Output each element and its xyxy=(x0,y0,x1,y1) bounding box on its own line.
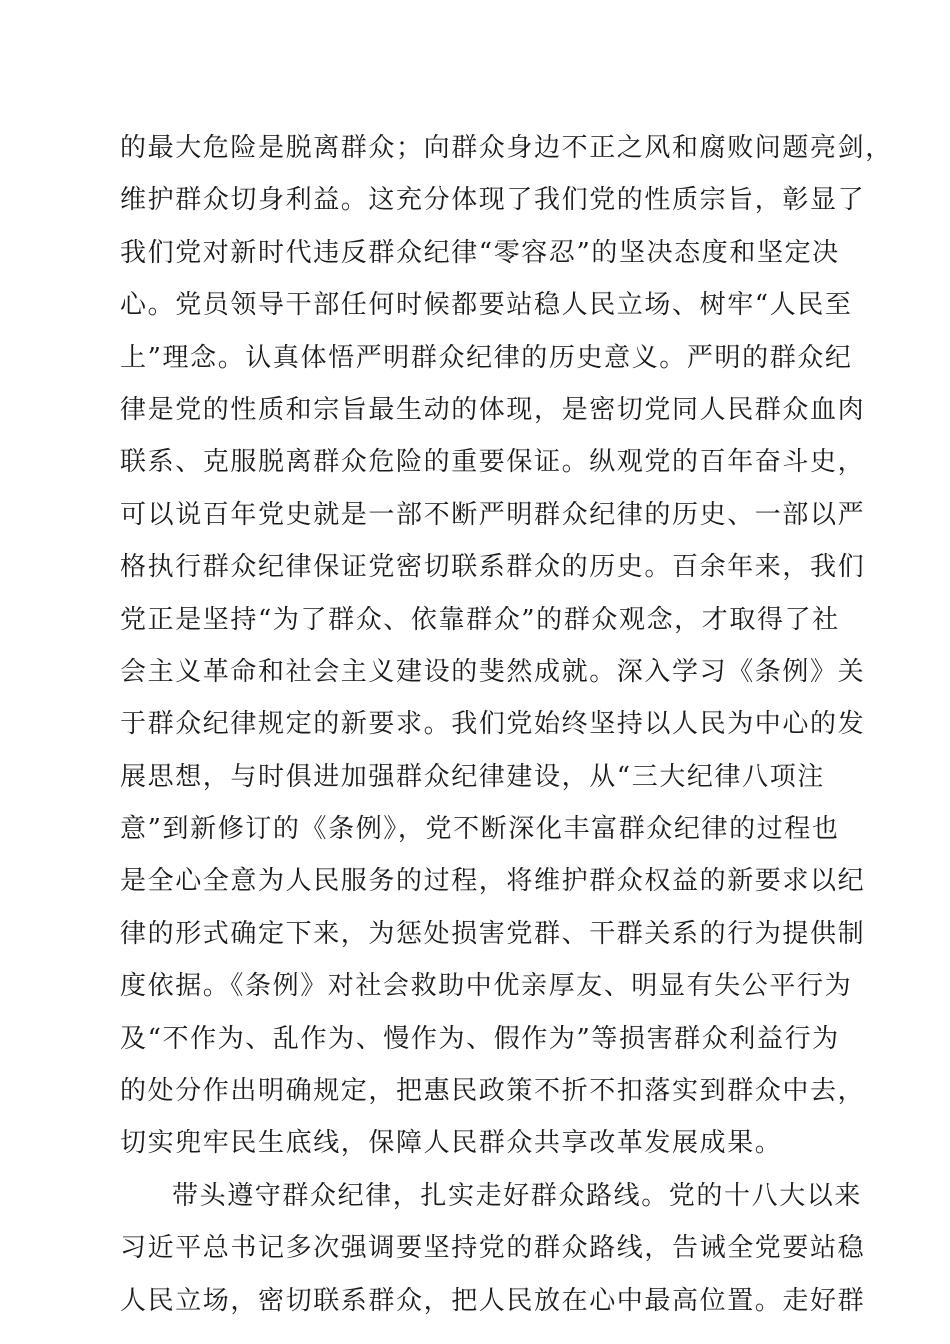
text-line: 格执行群众纪律保证党密切联系群众的历史。百余年来，我们 xyxy=(120,552,866,583)
text-line: 维护群众切身利益。这充分体现了我们党的性质宗旨，彰显了 xyxy=(120,185,866,216)
text-line: 会主义革命和社会主义建设的斐然成就。深入学习《条例》关 xyxy=(120,656,866,687)
body-text xyxy=(120,122,893,1327)
text-line: 律是党的性质和宗旨最生动的体现，是密切党同人民群众血肉 xyxy=(120,394,866,425)
text-line: 于群众纪律规定的新要求。我们党始终坚持以人民为中心的发 xyxy=(120,709,866,740)
text-line: 带头遵守群众纪律，扎实走好群众路线。党的十八大以来 xyxy=(172,1180,863,1211)
text-line: 及“不作为、乱作为、慢作为、假作为”等损害群众利益行为 xyxy=(120,1023,840,1054)
text-line: 习近平总书记多次强调要坚持党的群众路线，告诫全党要站稳 xyxy=(120,1233,866,1264)
text-line: 切实兜牢民生底线，保障人民群众共享改革发展成果。 xyxy=(120,1128,783,1159)
text-line: 意”到新修订的《条例》，党不断深化丰富群众纪律的过程也 xyxy=(120,814,840,845)
text-line: 的处分作出明确规定，把惠民政策不折不扣落实到群众中去， xyxy=(120,1076,866,1107)
paragraph-1 xyxy=(120,122,893,1170)
text-line: 党正是坚持“为了群众、依靠群众”的群众观念，才取得了社 xyxy=(120,604,840,635)
text-line: 联系、克服脱离群众危险的重要保证。纵观党的百年奋斗史， xyxy=(120,447,866,478)
text-line: 人民立场，密切联系群众，把人民放在心中最高位置。走好群 xyxy=(120,1285,866,1316)
text-line: 我们党对新时代违反群众纪律“零容忍”的坚决态度和坚定决 xyxy=(120,237,840,268)
text-line: 可以说百年党史就是一部不断严明群众纪律的历史、一部以严 xyxy=(120,499,866,530)
text-line: 是全心全意为人民服务的过程，将维护群众权益的新要求以纪 xyxy=(120,866,866,897)
text-line: 展思想，与时俱进加强群众纪律建设，从“三大纪律八项注 xyxy=(120,761,825,792)
text-line: 心。党员领导干部任何时候都要站稳人民立场、树牢“人民至 xyxy=(120,290,853,321)
text-line: 律的形式确定下来，为惩处损害党群、干群关系的行为提供制 xyxy=(120,918,866,949)
paragraph-2 xyxy=(120,1170,866,1327)
text-line: 的最大危险是脱离群众；向群众身边不正之风和腐败问题亮剑， xyxy=(120,133,893,163)
text-line: 上”理念。认真体悟严明群众纪律的历史意义。严明的群众纪 xyxy=(120,342,853,373)
text-line: 度依据。《条例》对社会救助中优亲厚友、明显有失公平行为 xyxy=(120,971,853,1002)
